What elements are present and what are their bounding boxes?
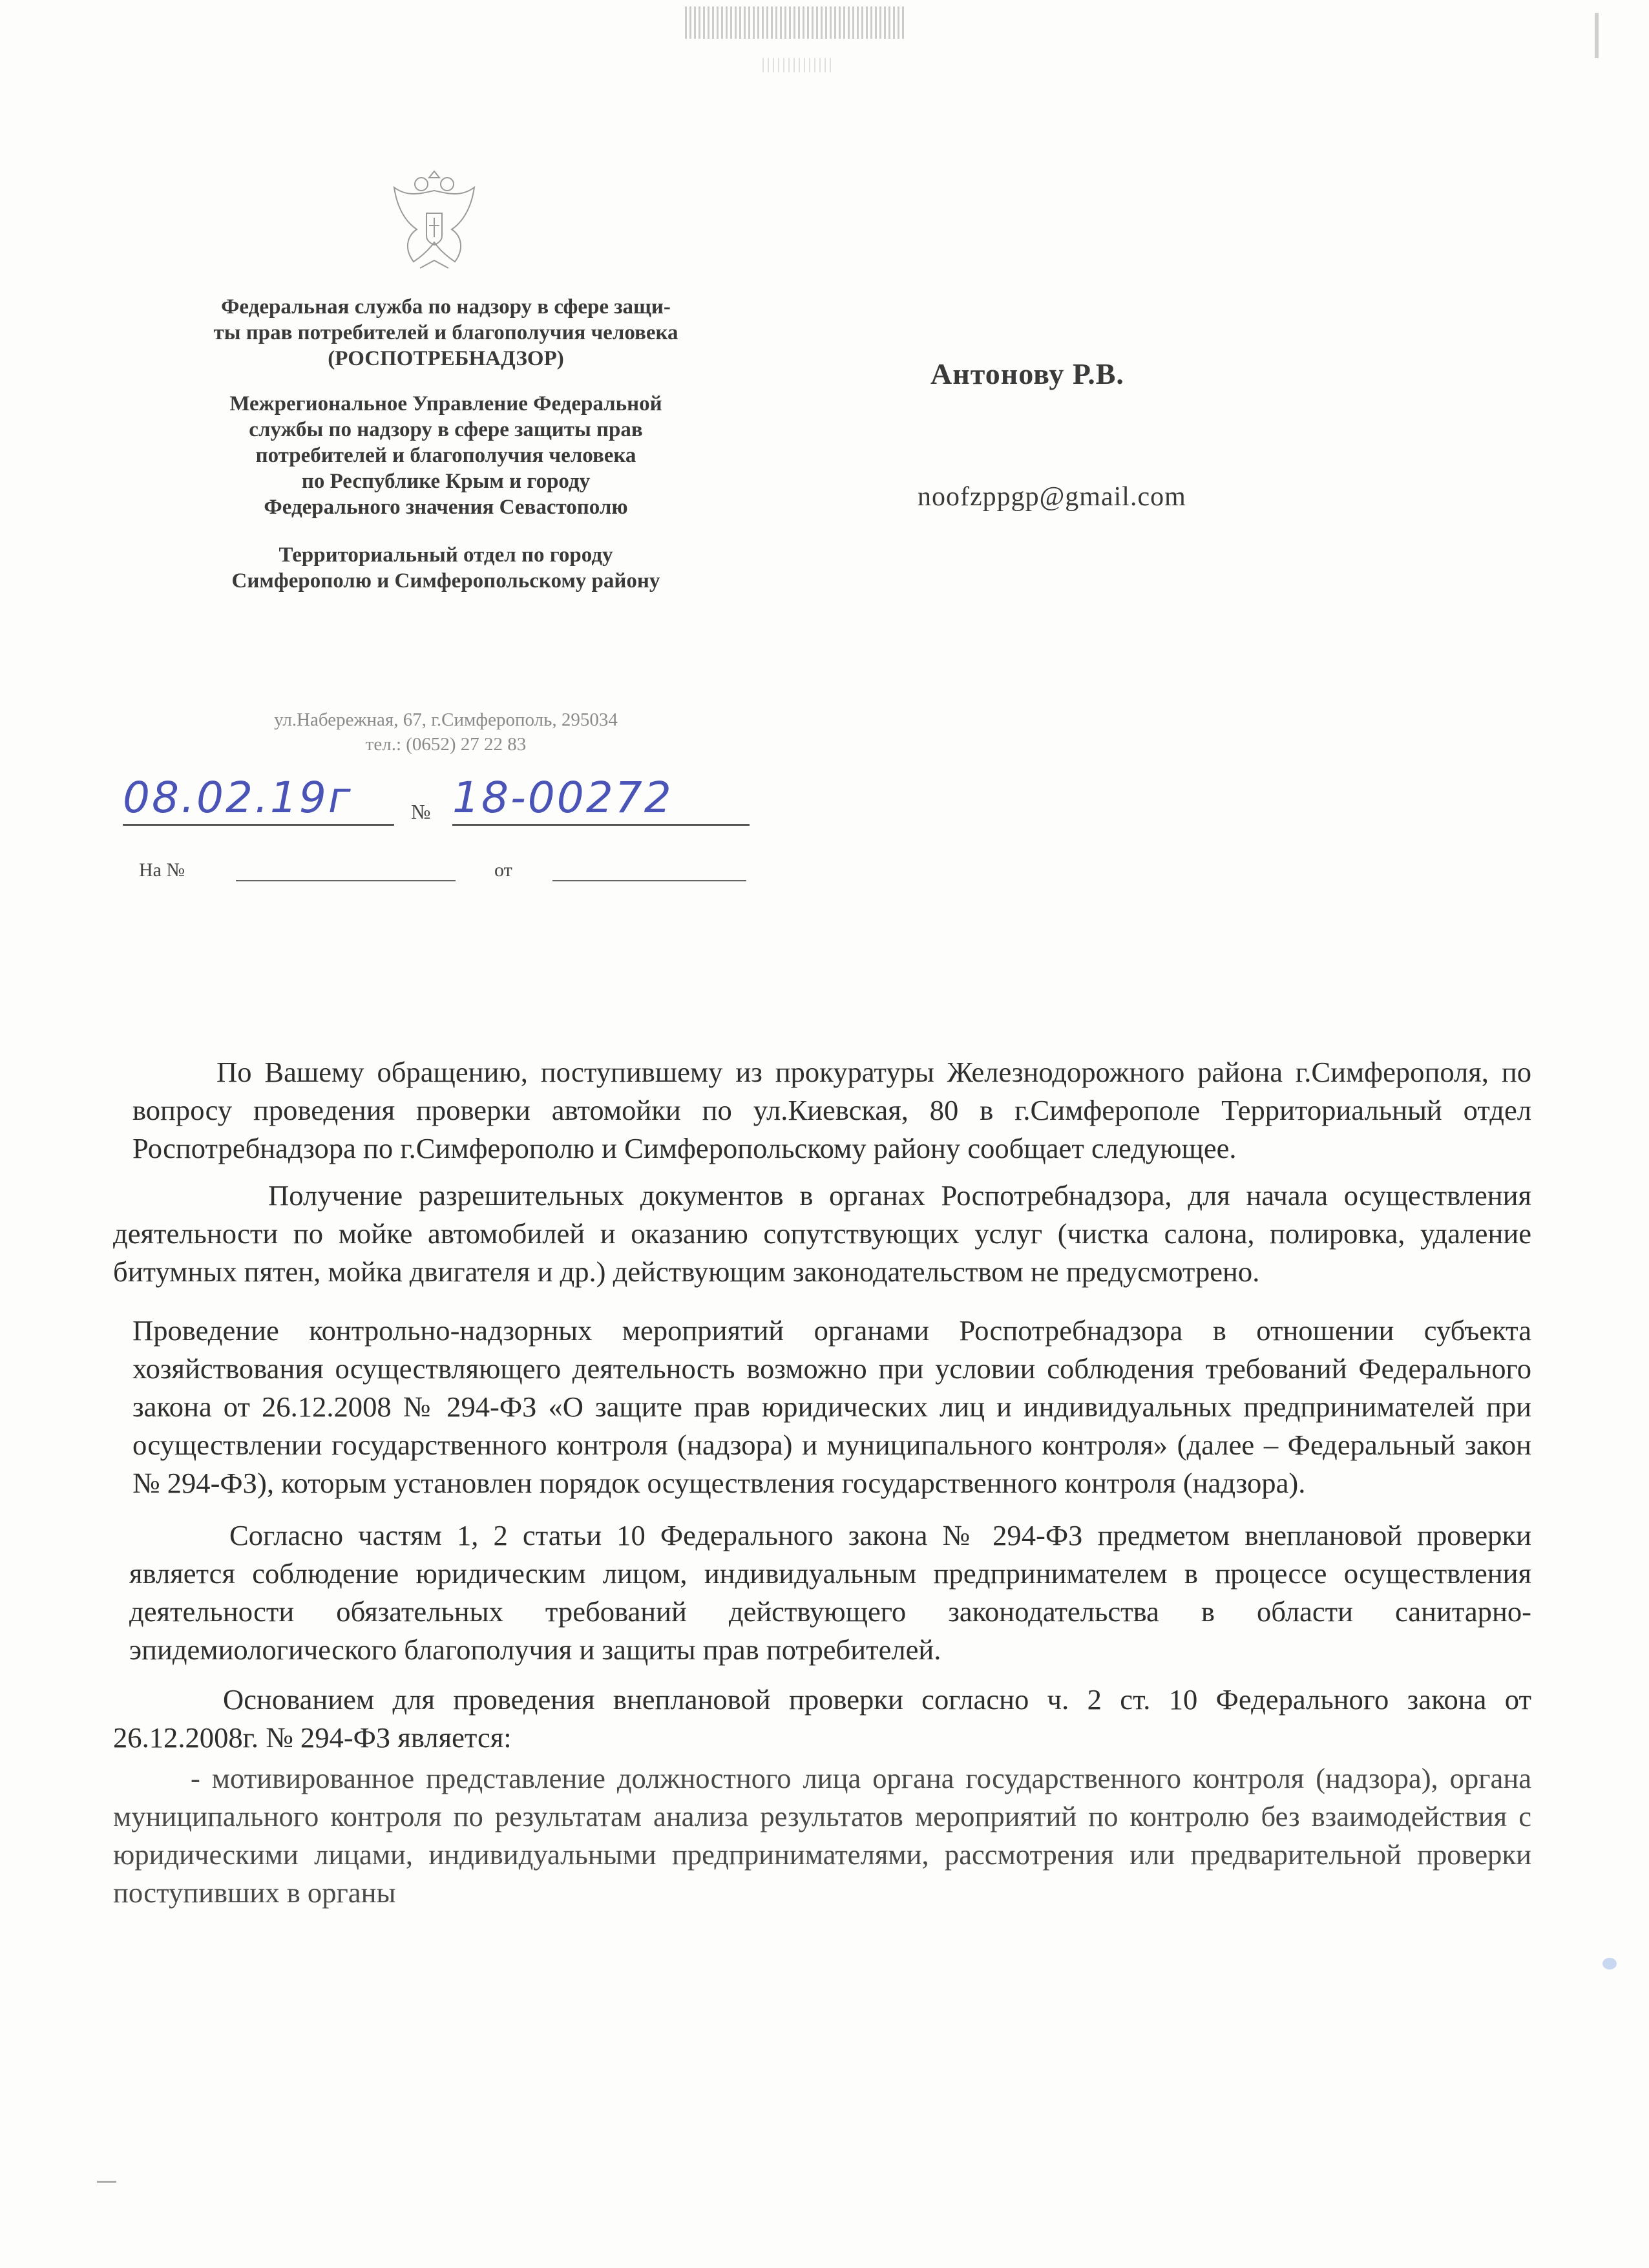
scan-artifact <box>1595 13 1599 58</box>
agency-address <box>149 708 743 757</box>
agency-line: по Республике Крым и городу <box>301 470 591 493</box>
agency-line: ты прав потребителей и благополучия человека <box>213 321 678 344</box>
scan-artifact <box>1602 1958 1617 1969</box>
body-paragraph: Получение разрешительных документов в органах Роспотребнадзора, для начала осуществления деятельности по мойке автомобилей и оказанию сопутствующих услуг (чистка салона, полировка, удаление битумных пятен, мойка двигателя и др.) действующим законодательством не предусмотрено. <box>113 1179 1531 1288</box>
registration-number: 18-00272 <box>452 772 750 826</box>
agency-line: Территориальный отдел по городу <box>278 543 613 567</box>
agency-letterhead <box>149 294 743 613</box>
agency-line: Межрегиональное Управление Федеральной <box>229 392 662 415</box>
address-line: ул.Набережная, 67, г.Симферополь, 295034 <box>274 709 618 730</box>
from-label: от <box>494 859 512 881</box>
body-paragraph: Основанием для проведения внеплановой проверки согласно ч. 2 ст. 10 Федерального закона от 26.12.2008г. № 294-ФЗ является: <box>113 1683 1531 1754</box>
reply-to-blank <box>236 880 456 881</box>
scan-artifact <box>685 6 905 39</box>
phone-line: тел.: (0652) 27 22 83 <box>365 734 527 755</box>
letter-body <box>113 1053 1531 1912</box>
scan-artifact <box>97 2181 116 2183</box>
scan-artifact <box>762 58 834 72</box>
body-paragraph: По Вашему обращению, поступившему из прокуратуры Железнодорожного района г.Симферополя, по вопросу проведения проверки автомойки по ул.Киевская, 80 в г.Симферополе Территориальный отдел Роспотребнадзора по г.Симферополю и Симферопольскому району сообщает следующее. <box>132 1056 1531 1164</box>
body-paragraph: - мотивированное представление должностного лица органа государственного контроля (надзора), органа муниципального контроля по результатам анализа результатов мероприятий по контролю без взаимодействия с юридическими лицами, индивидуальными предпринимателями, рассмотрения или предварительной проверки поступивших в органы <box>113 1762 1531 1909</box>
registration-date: 08.02.19г <box>123 772 394 826</box>
agency-line: службы по надзору в сфере защиты прав <box>249 418 643 441</box>
from-blank <box>552 880 746 881</box>
agency-line: Федеральная служба по надзору в сфере защи- <box>221 295 671 319</box>
recipient-email: noofzppgp@gmail.com <box>918 482 1186 512</box>
body-paragraph: Согласно частям 1, 2 статьи 10 Федерального закона № 294-ФЗ предметом внеплановой проверки является соблюдение юридическим лицом, индивидуальным предпринимателем в процессе осуществления деятельности обязательных требований действующего законодательства в области санитарно-эпидемиологического благополучия и защиты прав потребителей. <box>129 1519 1531 1666</box>
reply-to-label: На № <box>139 859 185 881</box>
agency-line: Федерального значения Севастополю <box>264 496 628 519</box>
body-paragraph: Проведение контрольно-надзорных мероприятий органами Роспотребнадзора в отношении субъекта хозяйствования осуществляющего деятельность возможно при условии соблюдения требований Федерального закона от 26.12.2008 № 294-ФЗ «О защите прав юридических лиц и индивидуальных предпринимателей при осуществлении государственного контроля (надзора) и муниципального контроля» (далее – Федеральный закон № 294-ФЗ), которым установлен порядок осуществления государственного контроля (надзора). <box>132 1314 1531 1499</box>
agency-line: потребителей и благополучия человека <box>255 444 636 467</box>
recipient-name: Антонову Р.В. <box>930 357 1124 390</box>
agency-line: (РОСПОТРЕБНАДЗОР) <box>328 347 564 370</box>
number-sign: № <box>411 800 431 823</box>
agency-line: Симферополю и Симферопольскому району <box>231 569 660 593</box>
coat-of-arms-emblem <box>381 158 488 281</box>
